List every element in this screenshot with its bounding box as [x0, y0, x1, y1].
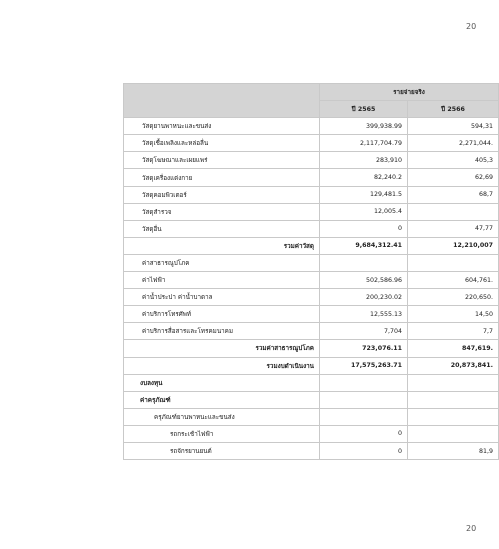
header-blank-cell [124, 84, 320, 118]
row-value-2565: 82,240.2 [320, 169, 408, 186]
total-value-2566: 12,210,007 [408, 237, 499, 254]
row-value-2566: 68,7 [408, 186, 499, 203]
table-row [124, 169, 499, 186]
year-a-header: ปี 2565 [320, 101, 408, 118]
row-value-2566: 405,3 [408, 152, 499, 169]
total-value-2566: 847,619. [408, 340, 499, 357]
row-value-2565: 399,938.99 [320, 118, 408, 135]
total-value-2565: 723,076.11 [320, 340, 408, 357]
row-value-2565: 0 [320, 442, 408, 459]
section-label: ค่าครุภัณฑ์ [124, 391, 320, 408]
total-row-operating-budget [124, 357, 499, 374]
row-label: วัสดุคอมพิวเตอร์ [124, 186, 320, 203]
table-row [124, 118, 499, 135]
table-row [124, 442, 499, 459]
section-label: งบลงทุน [124, 374, 320, 391]
row-value-2566: 47,77 [408, 220, 499, 237]
row-label: รถจักรยานยนต์ [124, 442, 320, 459]
row-label: วัสดุยานพาหนะและขนส่ง [124, 118, 320, 135]
row-label: ค่าน้ำประปา ค่าน้ำบาดาล [124, 289, 320, 306]
row-value-2565: 2,117,704.79 [320, 135, 408, 152]
total-row-materials [124, 237, 499, 254]
row-value-2566 [408, 203, 499, 220]
total-label: รวมค่าสาธารณูปโภค [124, 340, 320, 357]
total-label: รวมงบดำเนินงาน [124, 357, 320, 374]
row-value-2566: 220,650. [408, 289, 499, 306]
total-value-2566: 20,873,841. [408, 357, 499, 374]
row-value-2565: 129,481.5 [320, 186, 408, 203]
row-label: วัสดุเครื่องแต่งกาย [124, 169, 320, 186]
row-value-2565 [320, 408, 408, 425]
row-value-2566 [408, 408, 499, 425]
subsection-label: ครุภัณฑ์ยานพาหนะและขนส่ง [124, 408, 320, 425]
expense-table [123, 83, 499, 460]
row-value-2566 [408, 254, 499, 271]
row-value-2565: 200,230.02 [320, 289, 408, 306]
row-value-2565: 7,704 [320, 323, 408, 340]
row-label: ค่าบริการสื่อสารและโทรคมนาคม [124, 323, 320, 340]
table-row [124, 272, 499, 289]
row-value-2566: 604,761. [408, 272, 499, 289]
total-label: รวมค่าวัสดุ [124, 237, 320, 254]
table-row [124, 289, 499, 306]
row-value-2565: 12,005.4 [320, 203, 408, 220]
row-value-2566: 62,69 [408, 169, 499, 186]
year-b-header: ปี 2566 [408, 101, 499, 118]
row-value-2565: 12,555.13 [320, 306, 408, 323]
section-row-utilities [124, 254, 499, 271]
row-label: วัสดุเชื้อเพลิงและหล่อลื่น [124, 135, 320, 152]
row-value-2565 [320, 391, 408, 408]
row-value-2566 [408, 425, 499, 442]
group-header-actual-expense: รายจ่ายจริง [320, 84, 499, 101]
row-value-2565: 283,910 [320, 152, 408, 169]
table-row [124, 186, 499, 203]
table-row [124, 306, 499, 323]
row-label: วัสดุโฆษณาและเผยแพร่ [124, 152, 320, 169]
table-row [124, 425, 499, 442]
table-row [124, 323, 499, 340]
table-row [124, 152, 499, 169]
row-value-2566: 7,7 [408, 323, 499, 340]
row-value-2565 [320, 254, 408, 271]
row-value-2565: 0 [320, 425, 408, 442]
total-row-utilities [124, 340, 499, 357]
section-row-investment [124, 374, 499, 391]
row-label: วัสดุอื่น [124, 220, 320, 237]
row-label: ค่าบริการโทรศัพท์ [124, 306, 320, 323]
row-label: รถกระเช้าไฟฟ้า [124, 425, 320, 442]
page-number-top: 20 [466, 22, 477, 31]
section-label: ค่าสาธารณูปโภค [124, 254, 320, 271]
table-row [124, 220, 499, 237]
total-value-2565: 9,684,312.41 [320, 237, 408, 254]
row-value-2565: 502,586.96 [320, 272, 408, 289]
section-row-equipment [124, 391, 499, 408]
row-value-2566: 2,271,044. [408, 135, 499, 152]
row-value-2566: 81,9 [408, 442, 499, 459]
row-value-2565: 0 [320, 220, 408, 237]
row-label: วัสดุสำรวจ [124, 203, 320, 220]
page-number-bottom: 20 [466, 524, 477, 533]
subsection-row-vehicles [124, 408, 499, 425]
row-value-2566 [408, 374, 499, 391]
row-label: ค่าไฟฟ้า [124, 272, 320, 289]
row-value-2566: 594,31 [408, 118, 499, 135]
row-value-2566: 14,50 [408, 306, 499, 323]
table-row [124, 135, 499, 152]
row-value-2565 [320, 374, 408, 391]
table-row [124, 203, 499, 220]
total-value-2565: 17,575,263.71 [320, 357, 408, 374]
row-value-2566 [408, 391, 499, 408]
